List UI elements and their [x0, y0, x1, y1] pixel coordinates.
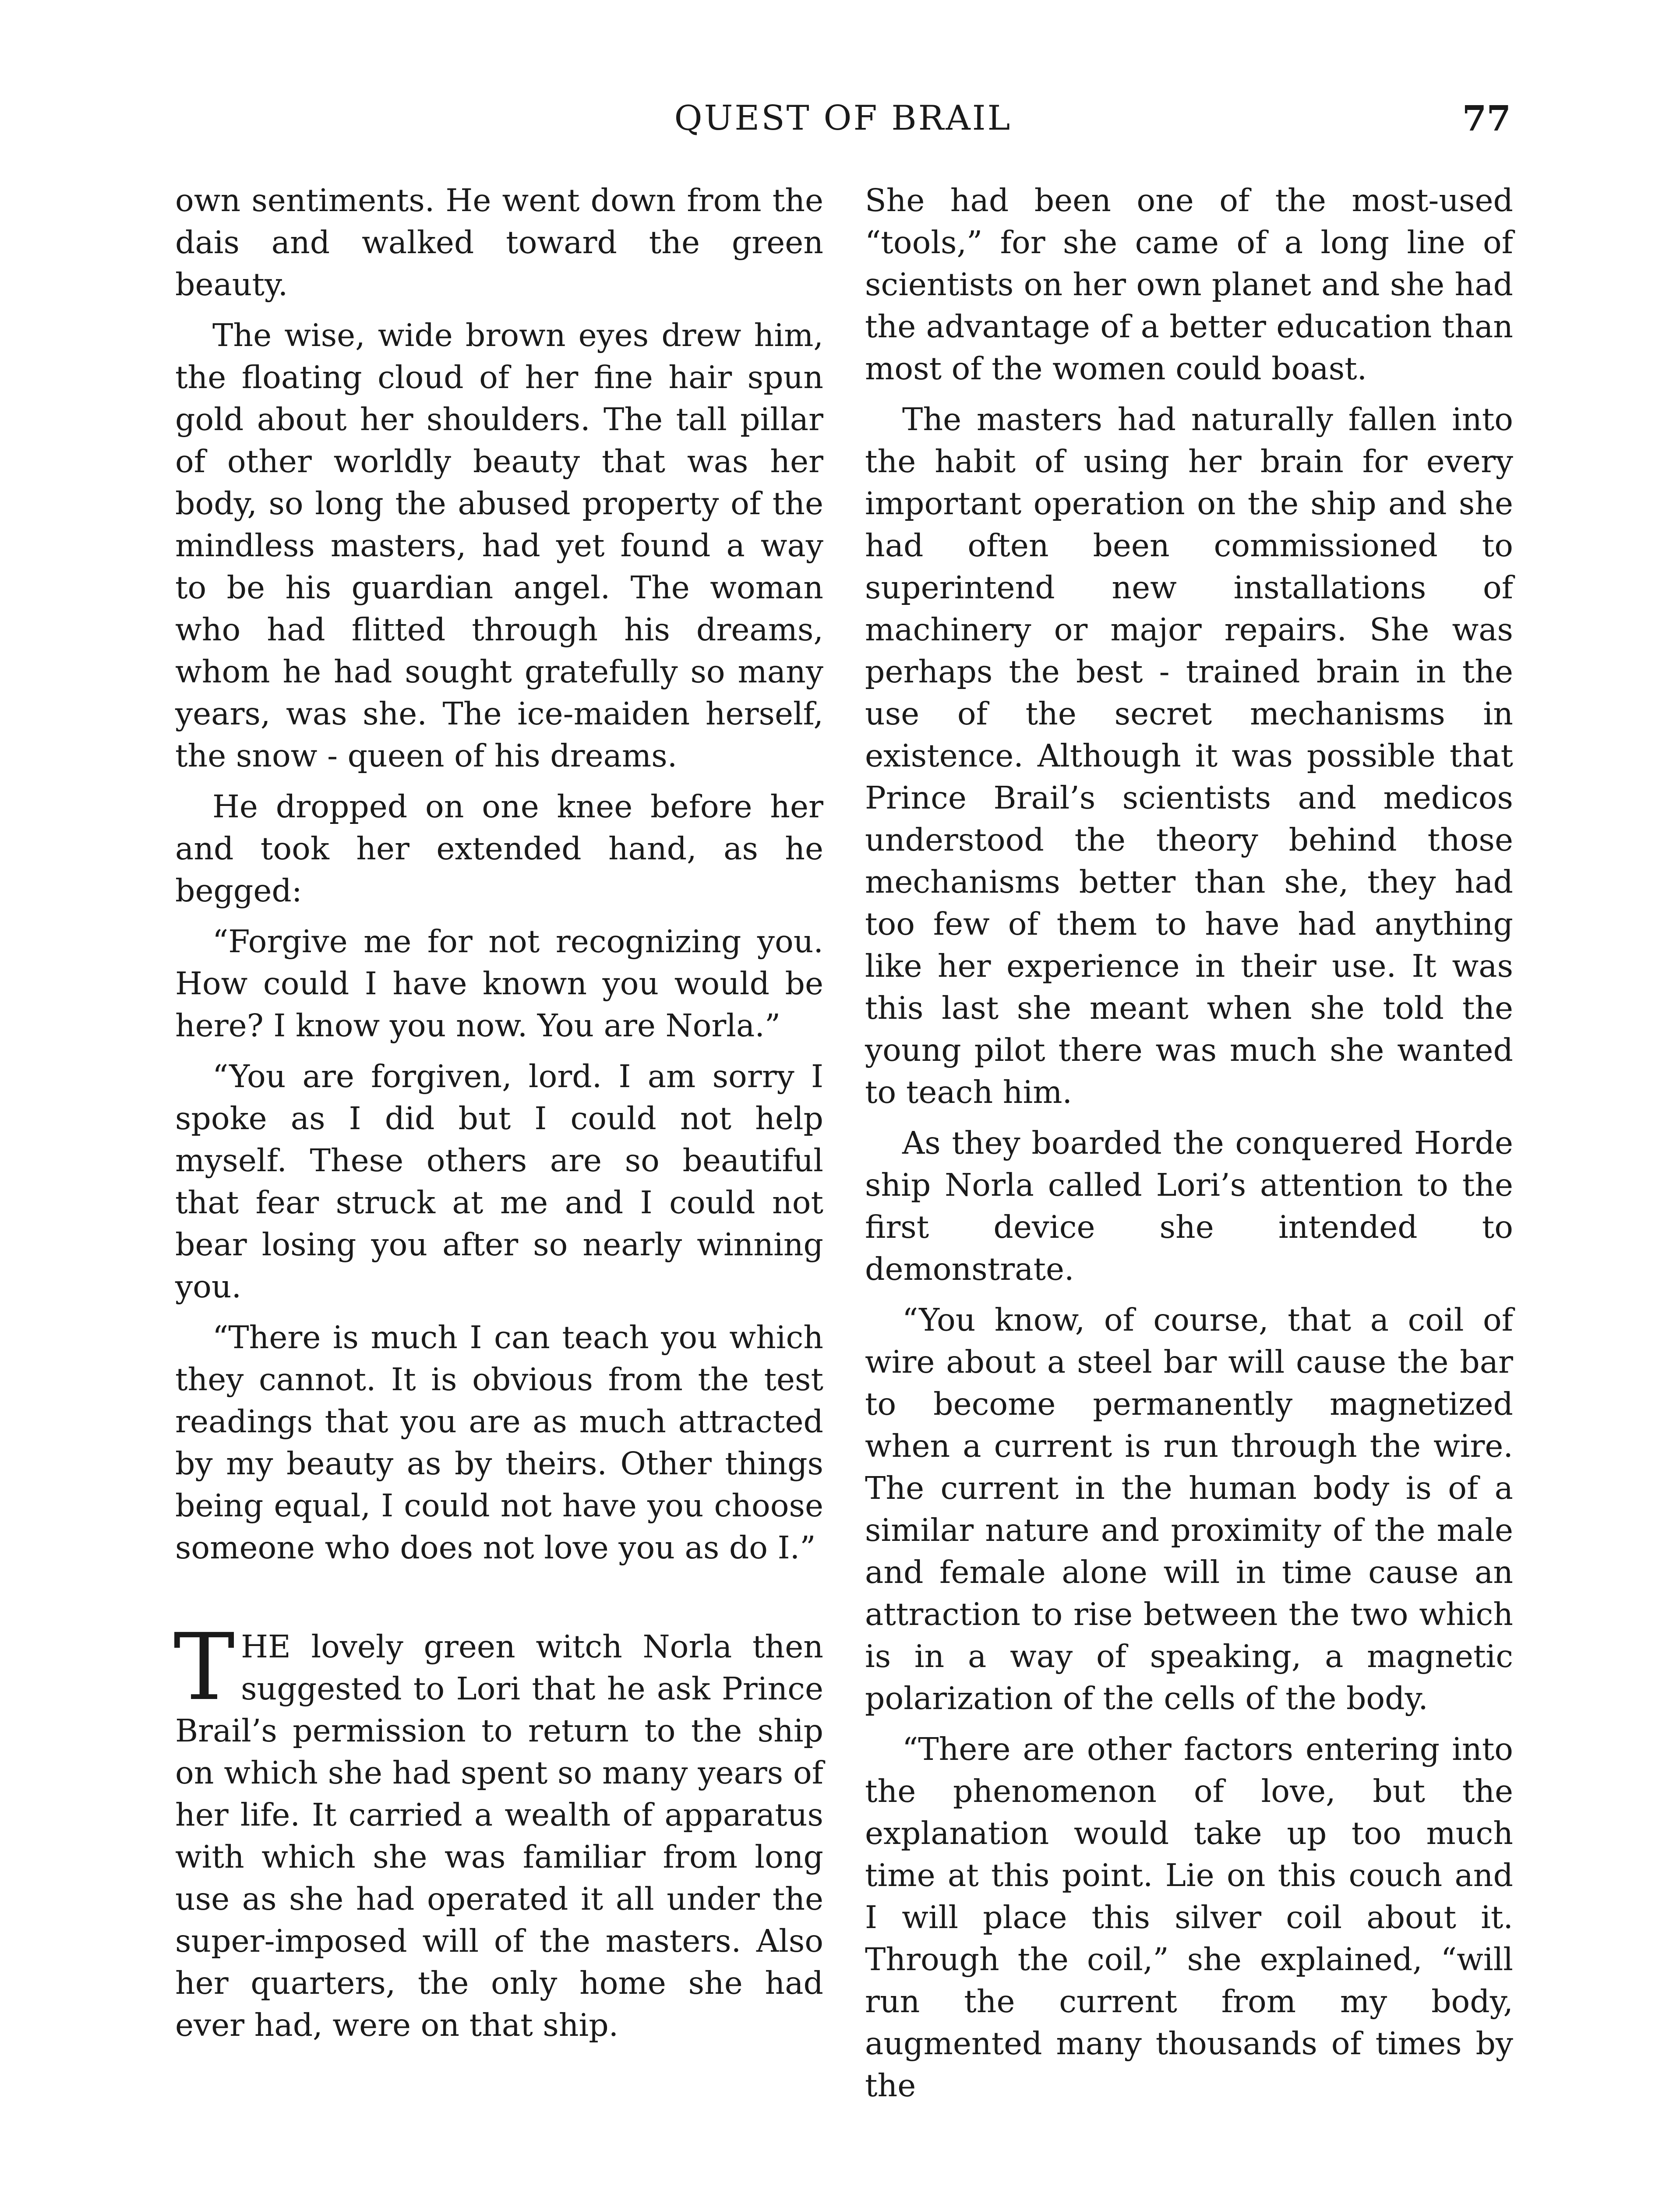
paragraph: She had been one of the most-used “tools,” for she came of a long line of scientists on her own planet and she had the advantage of a better education than most of the women could boast.	[865, 182, 1513, 387]
paragraph: As they boarded the conquered Horde ship Norla called Lori’s attention to the first device she intended to demonstrate.	[865, 1125, 1513, 1287]
running-title: QUEST OF BRAIL	[674, 99, 1012, 138]
paragraph: He dropped on one knee before her and took her extended hand, as he begged:	[175, 788, 823, 909]
left-column	[175, 180, 823, 2055]
paragraph: The masters had naturally fallen into the habit of using her brain for every important operation on the ship and she had often been commissioned to superintend new installations of machinery or major repairs. She was perhaps the best - trained brain in the use of the secret mechanisms in existence. Although it was possible that Prince Brail’s scientists and medicos understood the theory behind those mechanisms better than she, they had too few of them to have had anything like her experience in their use. It was this last she meant when she told the young pilot there was much she wanted to teach him.	[865, 401, 1513, 1110]
running-header	[175, 94, 1511, 142]
paragraph: “You know, of course, that a coil of wire about a steel bar will cause the bar to become permanently magnetized when a current is run through the wire. The current in the human body is of a similar nature and proximity of the male and female alone will in time cause an attraction to rise between the two which is in a way of speaking, a magnetic polarization of the cells of the body.	[865, 1302, 1513, 1717]
dropcap-paragraph-text: HE lovely green witch Norla then suggested to Lori that he ask Prince Brail’s permission to return to the ship on which she had spent so many years of her life. It carried a wealth of apparatus with which she was familiar from long use as she had operated it all under the super-imposed will of the masters. Also her quarters, the only home she had ever had, were on that ship.	[175, 1628, 823, 2043]
paragraph: The wise, wide brown eyes drew him, the floating cloud of her fine hair spun gold about her shoulders. The tall pillar of other worldly beauty that was her body, so long the abused property of the mindless masters, had yet found a way to be his guardian angel. The woman who had flitted through his dreams, whom he had sought gratefully so many years, was she. The ice-maiden herself, the snow - queen of his dreams.	[175, 317, 823, 774]
paragraph: “Forgive me for not recognizing you. How could I have known you would be here? I know you now. You are Norla.”	[175, 923, 823, 1044]
drop-cap: T	[173, 1614, 235, 1721]
paragraph: “There are other factors entering into the phenomenon of love, but the explanation would take up too much time at this point. Lie on this couch and I will place this silver coil about it. Through the coil,” she explained, “will run the current from my body, augmented many thousands of times by the	[865, 1731, 1513, 2104]
paragraph: “You are forgiven, lord. I am sorry I spoke as I did but I could not help myself. These others are so beautiful that fear struck at me and I could not bear losing you after so nearly winning you.	[175, 1058, 823, 1305]
section-break	[175, 1578, 823, 1626]
dropcap-paragraph	[173, 1614, 823, 2046]
paragraph: “There is much I can teach you which they cannot. It is obvious from the test readings that you are as much attracted by my beauty as by theirs. Other things being equal, I could not have you choose someone who does not love you as do I.”	[175, 1319, 823, 1566]
right-column	[865, 180, 1513, 2116]
page-number: 77	[1462, 98, 1511, 139]
paragraph: own sentiments. He went down from the dais and walked toward the green beauty.	[175, 182, 823, 303]
